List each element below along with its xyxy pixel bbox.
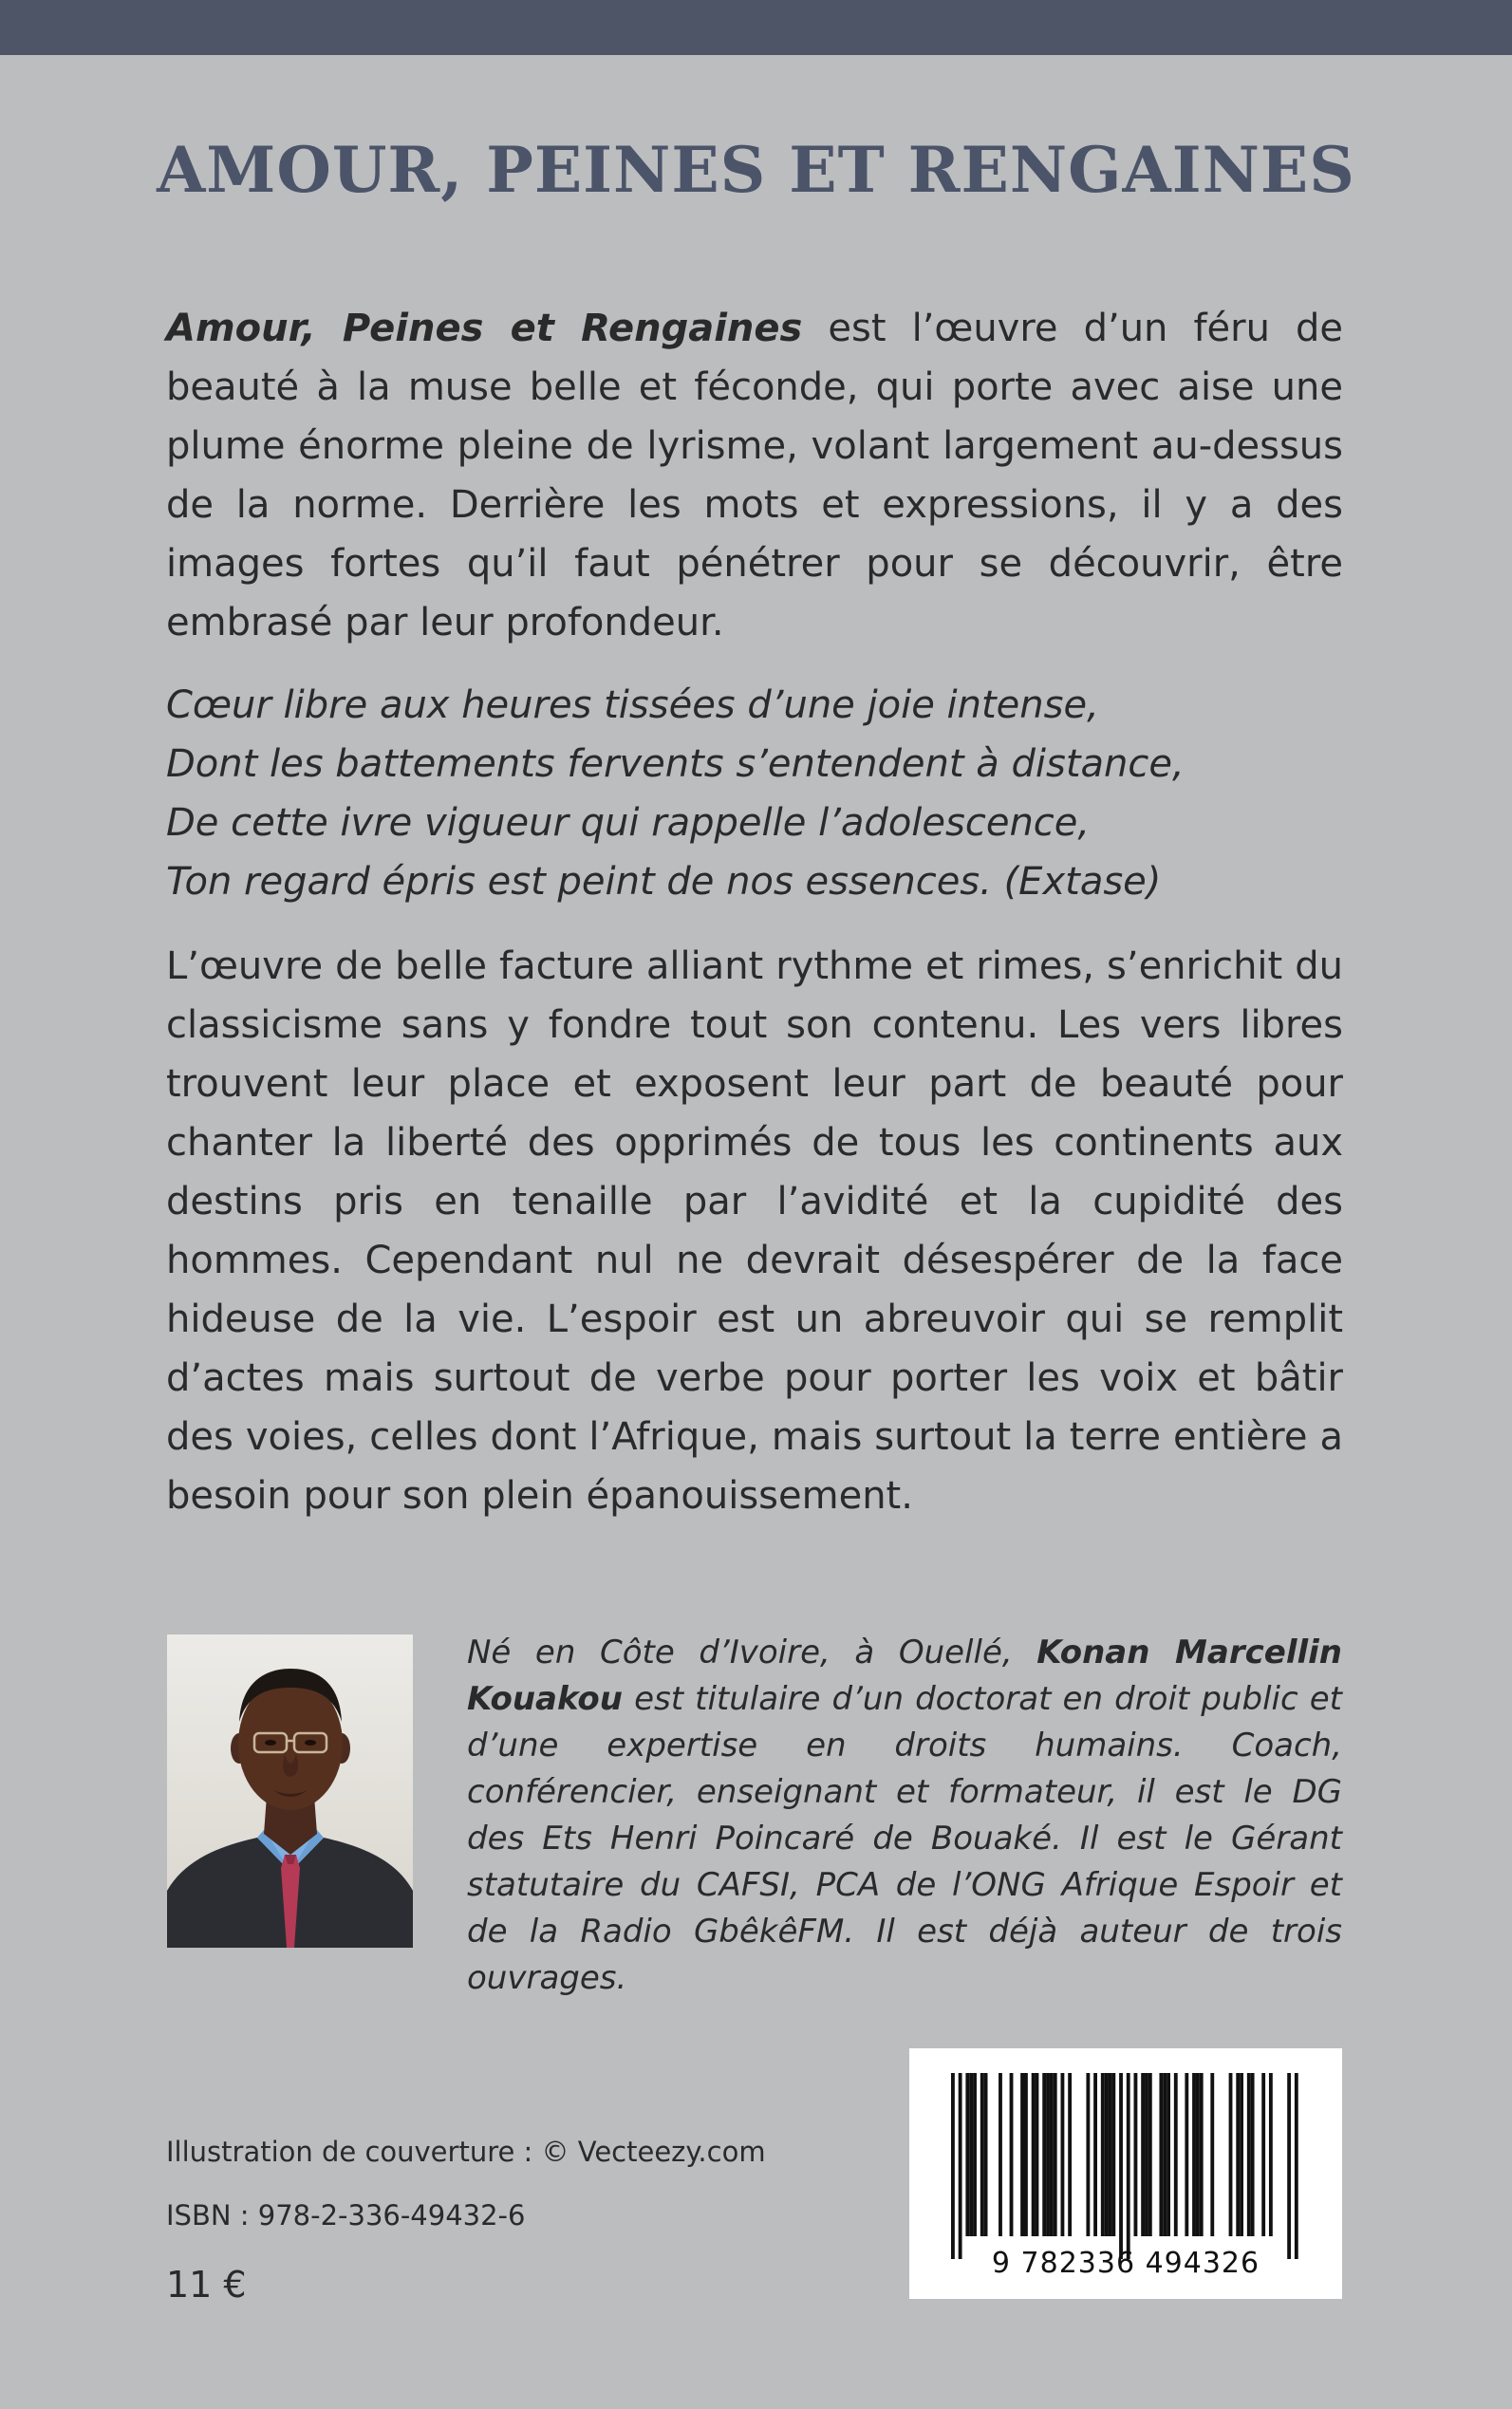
barcode-bar xyxy=(1111,2073,1115,2236)
barcode-bar xyxy=(1134,2073,1138,2236)
author-bio xyxy=(467,1630,1342,2002)
poem-line: Cœur libre aux heures tissées d’une joie intense, xyxy=(166,683,1099,727)
barcode-bar xyxy=(1036,2073,1039,2236)
barcode-bar xyxy=(1229,2073,1233,2236)
barcode-bar xyxy=(1046,2073,1050,2236)
synopsis-paragraph-2: L’œuvre de belle facture alliant rythme et rimes, s’enrichit du classicisme sans y fondre tout son contenu. Les vers libres trouvent leur place et exposent leur part de beauté pour chanter la liberté des opprimés de tous les continents aux destins pris en tenaille par l’avidité et la cupidité des hommes. Cependant nul ne devrait désespérer de la face hideuse de la vie. L’espoir est un abreuvoir qui se remplit d’actes mais surtout de verbe pour porter les voix et bâtir des voies, celles dont l’Afrique, mais surtout la terre entière a besoin pour son plein épanouissement. xyxy=(166,944,1343,1518)
barcode-bar xyxy=(1127,2073,1130,2259)
barcode-digits: 9 782336 494326 xyxy=(991,2247,1260,2280)
barcode-bar xyxy=(965,2073,969,2236)
barcode-bar xyxy=(973,2073,977,2236)
barcode-bar xyxy=(1247,2073,1251,2236)
barcode-bar xyxy=(1210,2073,1214,2236)
book-title: AMOUR, PEINES ET RENGAINES xyxy=(157,133,1355,207)
barcode-bar xyxy=(1236,2073,1240,2236)
barcode-bar xyxy=(969,2073,973,2236)
barcode-bar xyxy=(1020,2073,1024,2236)
barcode-bar xyxy=(980,2073,984,2236)
barcode-bar xyxy=(1010,2073,1014,2236)
author-bio-intro: Né en Côte d’Ivoire, à Ouellé, xyxy=(467,1634,1037,1671)
barcode-bar xyxy=(1105,2073,1109,2236)
barcode-bar xyxy=(1167,2073,1170,2236)
barcode-bar xyxy=(1196,2073,1200,2236)
synopsis-paragraph-1-text: est l’œuvre d’un féru de beauté à la muse belle et féconde, qui porte avec aise une plume énorme pleine de lyrisme, volant largement au-dessus de la norme. Derrière les mots et expressions, il y a des images fortes qu’il faut pénétrer pour se découvrir, être embrasé par leur profondeur. xyxy=(166,307,1343,644)
barcode-bar xyxy=(1061,2073,1065,2236)
barcode-bar xyxy=(1145,2073,1148,2236)
barcode-bar xyxy=(1192,2073,1196,2236)
barcode-bar xyxy=(1200,2073,1204,2236)
author-bio-text: est titulaire d’un doctorat en droit public et d’une expertise en droits humains. Coach, conférencier, enseignant et formateur, il est le DG des Ets Henri Poincaré de Bouaké. Il est le Gérant statutaire du CAFSI, PCA de l’ONG Afrique Espoir et de la Radio GbêkêFM. Il est déjà auteur de trois ouvrages. xyxy=(467,1680,1342,1997)
barcode-bar xyxy=(1185,2073,1188,2236)
barcode-bar xyxy=(1024,2073,1028,2236)
poem-line: Dont les battements fervents s’entendent à distance, xyxy=(166,742,1185,786)
barcode-bar xyxy=(1093,2073,1097,2236)
barcode-graphic xyxy=(909,2048,1342,2299)
barcode-bar xyxy=(1269,2073,1273,2236)
author-photo xyxy=(167,1634,413,1948)
cover-credit: Illustration de couverture : © Vecteezy.com xyxy=(166,2136,766,2168)
barcode-bar xyxy=(1109,2073,1112,2236)
barcode-bar xyxy=(1054,2073,1057,2236)
barcode-bar xyxy=(1240,2073,1243,2236)
barcode-bar xyxy=(1042,2073,1046,2236)
price: 11 € xyxy=(166,2264,247,2306)
barcode xyxy=(909,2048,1342,2299)
isbn: ISBN : 978-2-336-49432-6 xyxy=(166,2199,526,2232)
barcode-bar xyxy=(1159,2073,1163,2236)
synopsis-paragraph-1 xyxy=(166,299,1343,652)
barcode-bar xyxy=(1086,2073,1090,2236)
barcode-bar xyxy=(959,2073,962,2259)
poem-line: Ton regard épris est peint de nos essences. (Extase) xyxy=(166,860,1162,904)
barcode-bar xyxy=(1141,2073,1145,2236)
barcode-bar xyxy=(999,2073,1002,2236)
barcode-bar xyxy=(1050,2073,1054,2236)
poem-line: De cette ivre vigueur qui rappelle l’adolescence, xyxy=(166,801,1091,845)
barcode-bar xyxy=(1174,2073,1178,2236)
barcode-bar xyxy=(1068,2073,1072,2236)
barcode-bar xyxy=(984,2073,988,2236)
barcode-bar xyxy=(1163,2073,1167,2236)
barcode-bar xyxy=(951,2073,955,2259)
barcode-bar xyxy=(1032,2073,1036,2236)
barcode-bar xyxy=(1251,2073,1255,2236)
author-portrait-illustration xyxy=(167,1634,413,1948)
barcode-bar xyxy=(1287,2073,1291,2259)
barcode-bar xyxy=(1261,2073,1265,2236)
poem-excerpt xyxy=(166,676,1343,911)
barcode-bar xyxy=(1101,2073,1105,2236)
barcode-bar xyxy=(1148,2073,1152,2236)
barcode-bar xyxy=(1295,2073,1298,2259)
barcode-bar xyxy=(1119,2073,1123,2259)
top-color-band xyxy=(0,0,1512,55)
author-name: Konan Marcellin Kouakou xyxy=(467,1634,1342,1718)
synopsis-lead-title: Amour, Peines et Rengaines xyxy=(166,307,803,350)
